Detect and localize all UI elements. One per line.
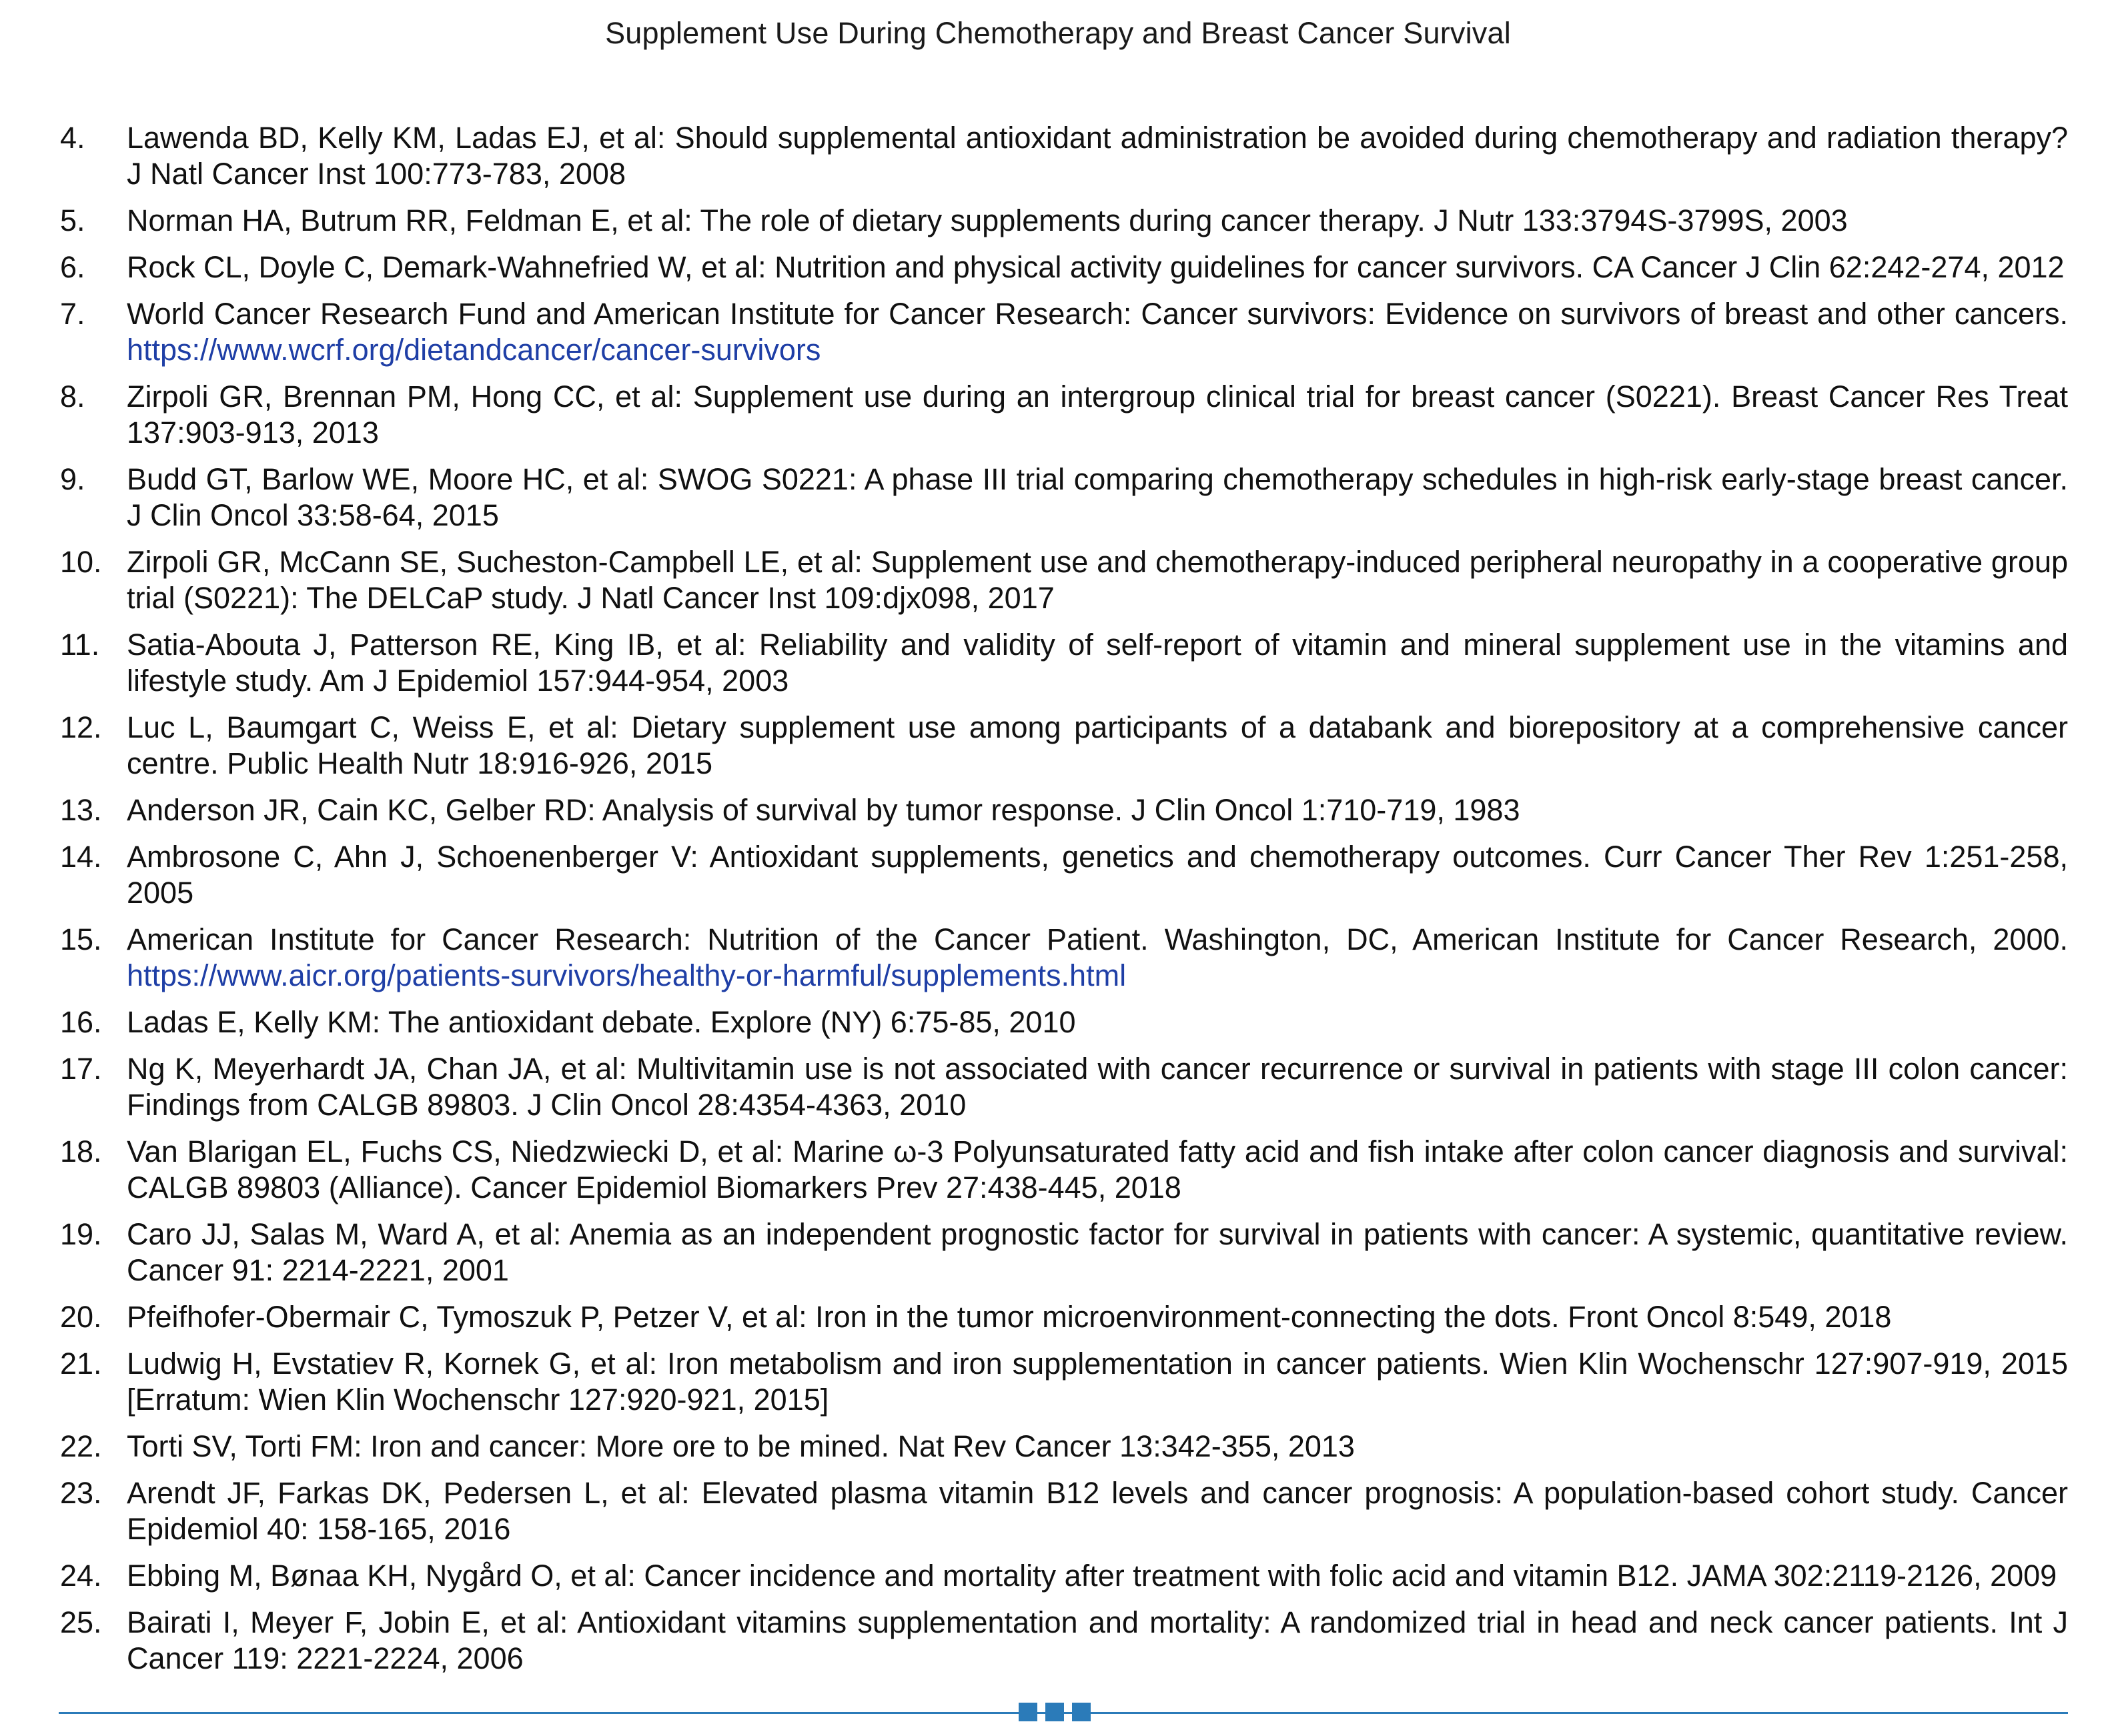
- reference-number: 6.: [60, 250, 85, 284]
- reference-text: Norman HA, Butrum RR, Feldman E, et al: The role of dietary supplements during cancer therapy. J Nutr 133:3794S-3799S, 2003: [127, 203, 1848, 237]
- reference-text: Zirpoli GR, Brennan PM, Hong CC, et al: Supplement use during an intergroup clinical trial for breast cancer (S0221). Breast Cancer Res Treat 137:903-913, 2013: [127, 379, 2068, 450]
- reference-number: 10.: [60, 545, 102, 579]
- reference-number: 12.: [60, 710, 102, 744]
- reference-link[interactable]: https://www.wcrf.org/dietandcancer/cancer-survivors: [127, 333, 821, 367]
- reference-text: Satia-Abouta J, Patterson RE, King IB, et al: Reliability and validity of self-report of vitamin and mineral supplement use in the vitamins and lifestyle study. Am J Epidemiol 157:944-954, 2003: [127, 628, 2068, 698]
- reference-text: Ebbing M, Bønaa KH, Nygård O, et al: Cancer incidence and mortality after treatment with folic acid and vitamin B12. JAMA 302:2119-2126, 2009: [127, 1559, 2057, 1593]
- reference-text: Caro JJ, Salas M, Ward A, et al: Anemia as an independent prognostic factor for survival in patients with cancer: A systemic, quantitative review. Cancer 91: 2214-2221, 2001: [127, 1217, 2068, 1287]
- reference-number: 24.: [60, 1559, 102, 1593]
- reference-item: [60, 710, 2068, 782]
- reference-item: [60, 1299, 2068, 1335]
- reference-item: [60, 922, 2068, 994]
- reference-number: 15.: [60, 922, 102, 956]
- footer-square: [1072, 1703, 1091, 1721]
- reference-number: 5.: [60, 203, 85, 237]
- reference-number: 9.: [60, 462, 85, 496]
- reference-text: Bairati I, Meyer F, Jobin E, et al: Antioxidant vitamins supplementation and mortality: A randomized trial in head and neck cancer patients. Int J Cancer 119: 2221-2224, 2006: [127, 1605, 2068, 1675]
- reference-item: [60, 839, 2068, 911]
- running-title: Supplement Use During Chemotherapy and Breast Cancer Survival: [605, 16, 1511, 50]
- reference-item: [60, 379, 2068, 451]
- reference-number: 4.: [60, 121, 85, 155]
- reference-item: [60, 627, 2068, 699]
- reference-item: [60, 1004, 2068, 1040]
- reference-text: Ambrosone C, Ahn J, Schoenenberger V: Antioxidant supplements, genetics and chemotherapy outcomes. Curr Cancer Ther Rev 1:251-258, 2005: [127, 840, 2068, 910]
- reference-text: Ludwig H, Evstatiev R, Kornek G, et al: Iron metabolism and iron supplementation in cancer patients. Wien Klin Wochenschr 127:907-919, 2015 [Erratum: Wien Klin Wochenschr 127:920-921, 2015]: [127, 1347, 2068, 1417]
- reference-number: 16.: [60, 1005, 102, 1039]
- reference-list: [60, 120, 2068, 1687]
- reference-item: [60, 1051, 2068, 1123]
- reference-item: [60, 120, 2068, 192]
- reference-text: Ng K, Meyerhardt JA, Chan JA, et al: Multivitamin use is not associated with cancer recurrence or survival in patients with stage III colon cancer: Findings from CALGB 89803. J Clin Oncol 28:4354-4363, 2010: [127, 1052, 2068, 1122]
- reference-link[interactable]: https://www.aicr.org/patients-survivors/healthy-or-harmful/supplements.html: [127, 958, 1127, 992]
- reference-text: Anderson JR, Cain KC, Gelber RD: Analysis of survival by tumor response. J Clin Oncol 1:710-719, 1983: [127, 793, 1520, 827]
- footer-ornament: [1019, 1703, 1091, 1721]
- reference-text: Van Blarigan EL, Fuchs CS, Niedzwiecki D, et al: Marine ω-3 Polyunsaturated fatty acid and fish intake after colon cancer diagnosis and survival: CALGB 89803 (Alliance). Cancer Epidemiol Biomarkers Prev 27:438-445, 2018: [127, 1134, 2068, 1204]
- reference-number: 22.: [60, 1429, 102, 1463]
- reference-text: Lawenda BD, Kelly KM, Ladas EJ, et al: Should supplemental antioxidant administration be avoided during chemotherapy and radiation therapy? J Natl Cancer Inst 100:773-783, 2008: [127, 121, 2068, 191]
- reference-number: 18.: [60, 1134, 102, 1168]
- reference-item: [60, 1134, 2068, 1206]
- reference-text: Luc L, Baumgart C, Weiss E, et al: Dietary supplement use among participants of a databank and biorepository at a comprehensive cancer centre. Public Health Nutr 18:916-926, 2015: [127, 710, 2068, 780]
- reference-number: 21.: [60, 1347, 102, 1381]
- reference-item: [60, 462, 2068, 534]
- footer-square: [1045, 1703, 1064, 1721]
- reference-item: [60, 249, 2068, 285]
- reference-number: 11.: [60, 628, 100, 662]
- reference-number: 25.: [60, 1605, 102, 1639]
- reference-item: [60, 1429, 2068, 1465]
- reference-item: [60, 1346, 2068, 1418]
- reference-number: 19.: [60, 1217, 102, 1251]
- reference-text: Ladas E, Kelly KM: The antioxidant debate. Explore (NY) 6:75-85, 2010: [127, 1005, 1076, 1039]
- reference-text: World Cancer Research Fund and American Institute for Cancer Research: Cancer survivors: Evidence on survivors of breast and other cancers.: [127, 297, 2068, 331]
- reference-text: Budd GT, Barlow WE, Moore HC, et al: SWOG S0221: A phase III trial comparing chemotherapy schedules in high-risk early-stage breast cancer. J Clin Oncol 33:58-64, 2015: [127, 462, 2068, 532]
- reference-number: 7.: [60, 297, 85, 331]
- reference-item: [60, 792, 2068, 828]
- reference-number: 8.: [60, 379, 85, 413]
- reference-number: 20.: [60, 1300, 102, 1334]
- reference-text: Rock CL, Doyle C, Demark-Wahnefried W, et al: Nutrition and physical activity guidelines for cancer survivors. CA Cancer J Clin 62:242-274, 2012: [127, 250, 2065, 284]
- reference-item: [60, 1558, 2068, 1594]
- reference-number: 17.: [60, 1052, 102, 1086]
- reference-item: [60, 203, 2068, 239]
- reference-text: Torti SV, Torti FM: Iron and cancer: More ore to be mined. Nat Rev Cancer 13:342-355, 2013: [127, 1429, 1355, 1463]
- reference-item: [60, 544, 2068, 616]
- reference-item: [60, 296, 2068, 368]
- reference-number: 23.: [60, 1476, 102, 1510]
- reference-text: Pfeifhofer-Obermair C, Tymoszuk P, Petzer V, et al: Iron in the tumor microenvironment-connecting the dots. Front Oncol 8:549, 2018: [127, 1300, 1892, 1334]
- footer-square: [1019, 1703, 1037, 1721]
- reference-number: 14.: [60, 840, 102, 874]
- reference-item: [60, 1475, 2068, 1547]
- reference-text: Zirpoli GR, McCann SE, Sucheston-Campbell LE, et al: Supplement use and chemotherapy-induced peripheral neuropathy in a cooperative group trial (S0221): The DELCaP study. J Natl Cancer Inst 109:djx098, 2017: [127, 545, 2068, 615]
- reference-item: [60, 1216, 2068, 1288]
- reference-number: 13.: [60, 793, 102, 827]
- reference-text: American Institute for Cancer Research: Nutrition of the Cancer Patient. Washington, DC, American Institute for Cancer Research, 2000.: [127, 922, 2068, 956]
- reference-text: Arendt JF, Farkas DK, Pedersen L, et al: Elevated plasma vitamin B12 levels and cancer prognosis: A population-based cohort study. Cancer Epidemiol 40: 158-165, 2016: [127, 1476, 2068, 1546]
- reference-item: [60, 1605, 2068, 1677]
